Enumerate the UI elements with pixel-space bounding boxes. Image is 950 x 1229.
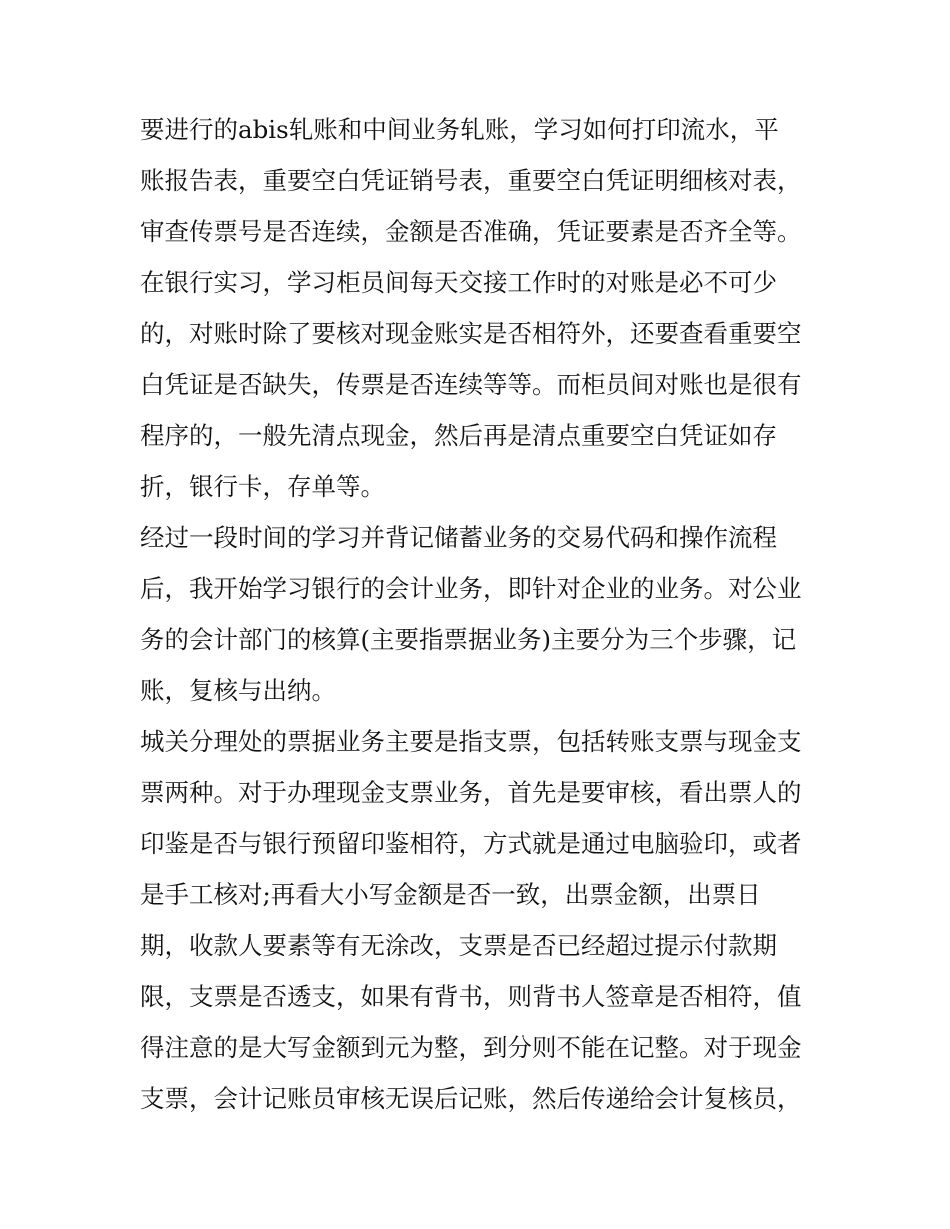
text-line: 折，银行卡，存单等。 bbox=[140, 472, 385, 501]
text-line: 的，对账时除了要核对现金账实是否相符外，还要查看重要空 bbox=[140, 319, 802, 348]
text-line: 要进行的abis轧账和中间业务轧账，学习如何打印流水，平 bbox=[140, 115, 779, 144]
text-line: 后，我开始学习银行的会计业务，即针对企业的业务。对公业 bbox=[140, 574, 802, 603]
text-line: 白凭证是否缺失，传票是否连续等等。而柜员间对账也是很有 bbox=[140, 370, 802, 399]
text-line: 印鉴是否与银行预留印鉴相符，方式就是通过电脑验印，或者 bbox=[140, 829, 802, 858]
text-line: 支票，会计记账员审核无误后记账，然后传递给会计复核员， bbox=[140, 1084, 802, 1113]
text-line: 城关分理处的票据业务主要是指支票，包括转账支票与现金支 bbox=[140, 727, 802, 756]
text-line: 账报告表，重要空白凭证销号表，重要空白凭证明细核对表， bbox=[140, 166, 802, 195]
text-line: 账，复核与出纳。 bbox=[140, 676, 336, 705]
text-line: 得注意的是大写金额到元为整，到分则不能在记整。对于现金 bbox=[140, 1033, 802, 1062]
text-line: 是手工核对;再看大小写金额是否一致，出票金额，出票日 bbox=[140, 880, 761, 909]
text-line: 期，收款人要素等有无涂改，支票是否已经超过提示付款期 bbox=[140, 931, 777, 960]
text-line: 务的会计部门的核算(主要指票据业务)主要分为三个步骤，记 bbox=[140, 625, 797, 654]
text-line: 审查传票号是否连续，金额是否准确，凭证要素是否齐全等。 bbox=[140, 217, 802, 246]
text-line: 限，支票是否透支，如果有背书，则背书人签章是否相符，值 bbox=[140, 982, 802, 1011]
text-line: 经过一段时间的学习并背记储蓄业务的交易代码和操作流程 bbox=[140, 523, 777, 552]
text-line: 票两种。对于办理现金支票业务，首先是要审核，看出票人的 bbox=[140, 778, 802, 807]
text-line: 程序的，一般先清点现金，然后再是清点重要空白凭证如存 bbox=[140, 421, 777, 450]
body-text bbox=[140, 104, 820, 1124]
text-line: 在银行实习，学习柜员间每天交接工作时的对账是必不可少 bbox=[140, 268, 777, 297]
